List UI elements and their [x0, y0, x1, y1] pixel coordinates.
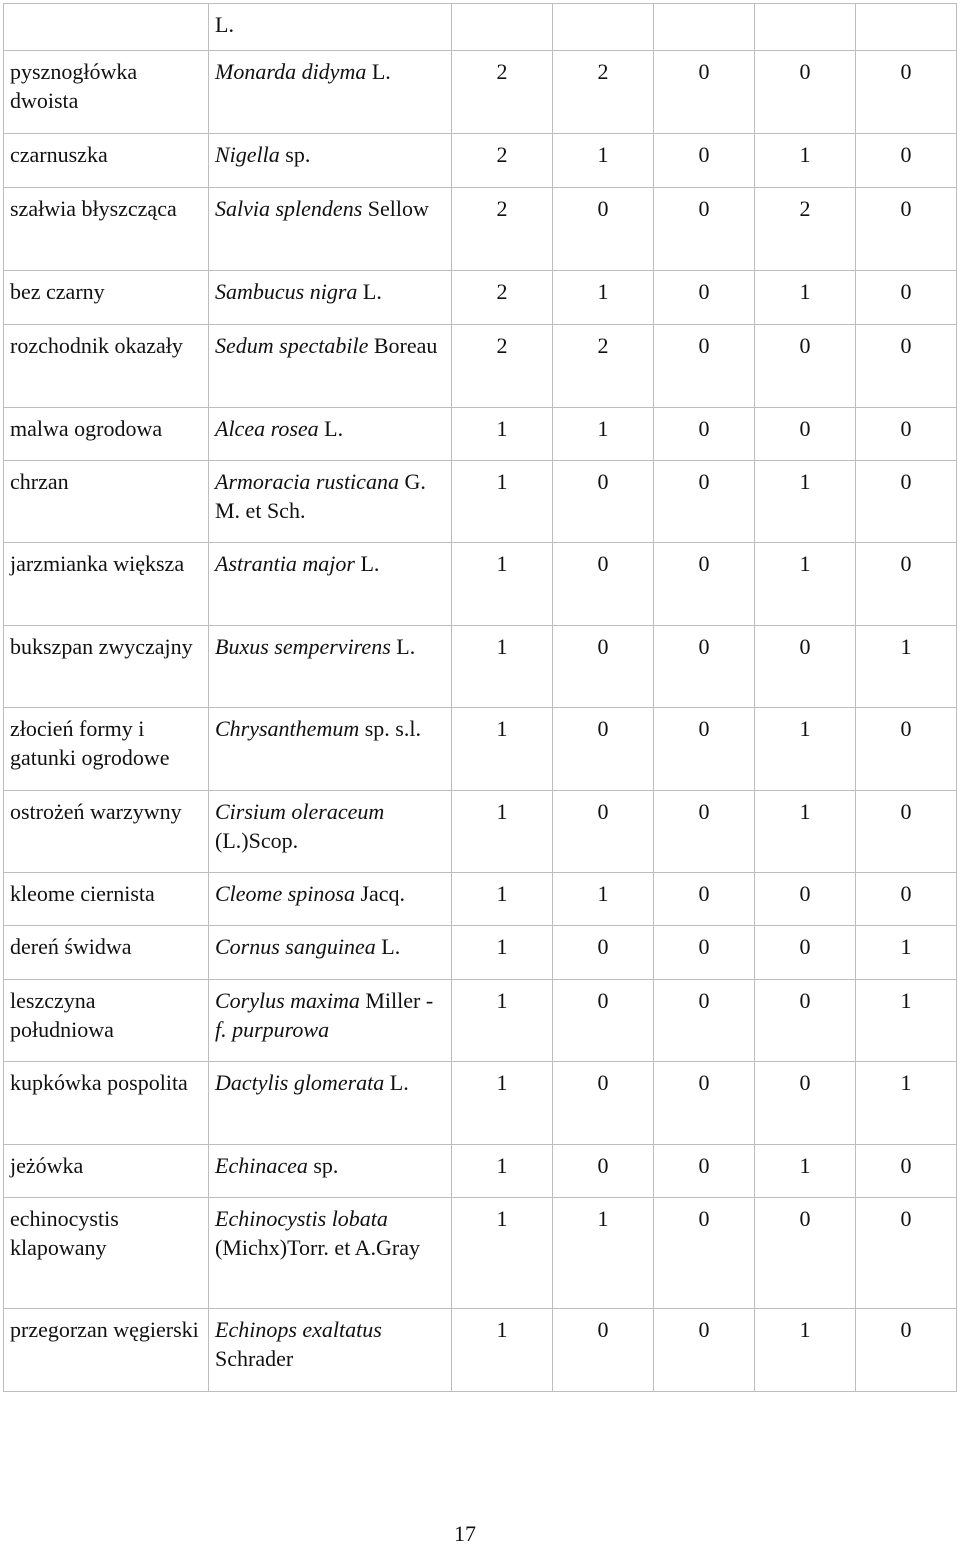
table-row [4, 980, 957, 1062]
value-cell: 1 [553, 134, 654, 188]
value-cell: 1 [553, 271, 654, 325]
value-cell: 0 [856, 791, 957, 873]
latin-name-italic: Monarda didyma [215, 59, 367, 84]
latin-name-cell [209, 325, 452, 408]
value-cell: 0 [856, 271, 957, 325]
table-row [4, 708, 957, 791]
value-cell: 0 [654, 51, 755, 134]
value-cell: 0 [755, 1198, 856, 1309]
value-cell [654, 4, 755, 51]
value-cell: 1 [755, 1145, 856, 1198]
latin-name-author: (L.)Scop. [215, 828, 299, 853]
table-row [4, 461, 957, 543]
species-table [3, 3, 957, 1392]
table-row [4, 791, 957, 873]
value-cell: 1 [452, 1062, 553, 1145]
value-cell: 0 [654, 1198, 755, 1309]
value-cell: 2 [452, 134, 553, 188]
value-cell [452, 4, 553, 51]
value-cell: 0 [856, 188, 957, 271]
value-cell: 1 [856, 1062, 957, 1145]
value-cell: 0 [553, 543, 654, 626]
latin-name-cell [209, 188, 452, 271]
value-cell [755, 4, 856, 51]
value-cell: 1 [755, 708, 856, 791]
value-cell: 0 [654, 325, 755, 408]
value-cell: 2 [553, 51, 654, 134]
table-row [4, 325, 957, 408]
latin-name-italic: Echinacea [215, 1153, 308, 1178]
latin-name-italic: Nigella [215, 142, 280, 167]
latin-name-cell [209, 271, 452, 325]
polish-name-cell: bukszpan zwyczajny [4, 626, 209, 708]
latin-name-italic: Dactylis glomerata [215, 1070, 385, 1095]
latin-name-author: sp. [307, 1153, 339, 1178]
value-cell: 1 [452, 1145, 553, 1198]
polish-name-cell: kupkówka pospolita [4, 1062, 209, 1145]
value-cell: 0 [856, 134, 957, 188]
value-cell: 0 [856, 461, 957, 543]
latin-name-cell [209, 134, 452, 188]
latin-name-cell [209, 51, 452, 134]
latin-name-italic: Sambucus nigra [215, 279, 358, 304]
value-cell: 1 [452, 543, 553, 626]
latin-name-cell [209, 543, 452, 626]
value-cell: 1 [553, 873, 654, 926]
table-row [4, 134, 957, 188]
latin-name-author: L. [354, 551, 380, 576]
polish-name-cell: szałwia błyszcząca [4, 188, 209, 271]
latin-name-cell [209, 626, 452, 708]
value-cell: 0 [654, 791, 755, 873]
value-cell: 0 [856, 1145, 957, 1198]
latin-name-author: (Michx)Torr. et A.Gray [215, 1235, 420, 1260]
value-cell: 1 [755, 543, 856, 626]
value-cell: 0 [654, 188, 755, 271]
latin-name-italic: Corylus maxima [215, 988, 360, 1013]
value-cell: 0 [654, 708, 755, 791]
value-cell: 0 [553, 708, 654, 791]
polish-name-cell: chrzan [4, 461, 209, 543]
value-cell: 1 [755, 461, 856, 543]
latin-name-italic: Echinocystis lobata [215, 1206, 388, 1231]
table-row [4, 271, 957, 325]
value-cell: 0 [553, 1309, 654, 1392]
value-cell: 0 [856, 708, 957, 791]
table-row [4, 1062, 957, 1145]
polish-name-cell: kleome ciernista [4, 873, 209, 926]
value-cell: 1 [452, 408, 553, 461]
latin-name-author: sp. [279, 142, 311, 167]
value-cell: 0 [654, 408, 755, 461]
value-cell: 0 [553, 461, 654, 543]
polish-name-cell: czarnuszka [4, 134, 209, 188]
value-cell: 0 [755, 325, 856, 408]
polish-name-cell: przegorzan węgierski [4, 1309, 209, 1392]
value-cell: 0 [654, 461, 755, 543]
value-cell: 0 [755, 1062, 856, 1145]
latin-name-italic: Echinops exaltatus [215, 1317, 382, 1342]
value-cell: 0 [755, 51, 856, 134]
polish-name-cell: złocień formy i gatunki ogrodowe [4, 708, 209, 791]
latin-name-italic: Buxus sempervirens [215, 634, 391, 659]
value-cell: 2 [452, 271, 553, 325]
latin-name-cell [209, 1062, 452, 1145]
value-cell: 0 [553, 926, 654, 980]
value-cell: 0 [856, 1198, 957, 1309]
table-row [4, 873, 957, 926]
latin-name-italic: Astrantia major [215, 551, 355, 576]
value-cell: 0 [654, 626, 755, 708]
value-cell: 2 [553, 325, 654, 408]
value-cell: 1 [755, 134, 856, 188]
value-cell: 1 [755, 1309, 856, 1392]
latin-name-cell [209, 461, 452, 543]
latin-name-italic: Cleome spinosa [215, 881, 355, 906]
value-cell: 0 [856, 51, 957, 134]
latin-name-cell [209, 1309, 452, 1392]
value-cell: 0 [856, 873, 957, 926]
latin-name-italic: Chrysanthemum [215, 716, 360, 741]
value-cell: 0 [856, 1309, 957, 1392]
page-number: 17 [454, 1521, 476, 1546]
value-cell: 0 [553, 188, 654, 271]
table-row [4, 926, 957, 980]
table-row [4, 1309, 957, 1392]
latin-name-author: sp. s.l. [359, 716, 421, 741]
latin-name-italic: Armoracia rusticana [215, 469, 399, 494]
latin-name-author: L. [390, 634, 416, 659]
value-cell: 0 [755, 873, 856, 926]
polish-name-cell: pysznogłówka dwoista [4, 51, 209, 134]
latin-name-cell [209, 791, 452, 873]
value-cell: 0 [755, 626, 856, 708]
value-cell: 1 [553, 1198, 654, 1309]
value-cell: 1 [452, 1198, 553, 1309]
value-cell [856, 4, 957, 51]
value-cell: 0 [553, 626, 654, 708]
latin-name-cell [209, 873, 452, 926]
value-cell: 0 [755, 408, 856, 461]
value-cell: 0 [856, 543, 957, 626]
value-cell: 1 [755, 791, 856, 873]
latin-name-author: L. [375, 934, 401, 959]
table-row [4, 408, 957, 461]
polish-name-cell: leszczyna południowa [4, 980, 209, 1062]
latin-name-author: Boreau [368, 333, 438, 358]
value-cell: 0 [654, 873, 755, 926]
value-cell: 0 [755, 926, 856, 980]
species-table-body [4, 4, 957, 1392]
value-cell: 1 [452, 461, 553, 543]
latin-name-cell [209, 1198, 452, 1309]
table-row [4, 188, 957, 271]
value-cell: 0 [654, 926, 755, 980]
latin-name-cell [209, 4, 452, 51]
polish-name-cell: bez czarny [4, 271, 209, 325]
value-cell: 1 [452, 791, 553, 873]
polish-name-cell: jeżówka [4, 1145, 209, 1198]
polish-name-cell: ostrożeń warzywny [4, 791, 209, 873]
latin-name-author: G. M. et Sch. [215, 469, 426, 523]
latin-name-cell [209, 980, 452, 1062]
value-cell: 1 [856, 626, 957, 708]
polish-name-cell: echinocystis klapowany [4, 1198, 209, 1309]
value-cell: 2 [452, 325, 553, 408]
table-row [4, 1145, 957, 1198]
polish-name-cell: rozchodnik okazały [4, 325, 209, 408]
latin-name-italic: Cornus sanguinea [215, 934, 376, 959]
polish-name-cell: malwa ogrodowa [4, 408, 209, 461]
value-cell: 1 [452, 1309, 553, 1392]
value-cell [553, 4, 654, 51]
latin-name-cell [209, 408, 452, 461]
value-cell: 2 [755, 188, 856, 271]
table-row [4, 51, 957, 134]
value-cell: 1 [452, 873, 553, 926]
value-cell: 1 [856, 980, 957, 1062]
table-row [4, 626, 957, 708]
latin-name-author: Jacq. [354, 881, 406, 906]
latin-name-author: L. [357, 279, 382, 304]
value-cell: 1 [452, 626, 553, 708]
table-row [4, 543, 957, 626]
latin-name-author: Schrader [215, 1346, 294, 1371]
value-cell: 0 [654, 134, 755, 188]
value-cell: 1 [452, 980, 553, 1062]
value-cell: 0 [856, 408, 957, 461]
value-cell: 1 [452, 708, 553, 791]
latin-name-italic: Salvia splendens [215, 196, 363, 221]
polish-name-cell: dereń świdwa [4, 926, 209, 980]
polish-name-cell: jarzmianka większa [4, 543, 209, 626]
value-cell: 1 [452, 926, 553, 980]
value-cell: 0 [755, 980, 856, 1062]
polish-name-cell [4, 4, 209, 51]
latin-name-author: L. [318, 416, 344, 441]
value-cell: 0 [553, 791, 654, 873]
value-cell: 2 [452, 188, 553, 271]
value-cell: 0 [654, 980, 755, 1062]
latin-name-italic: Cirsium oleraceum [215, 799, 385, 824]
latin-name-author: L. [384, 1070, 409, 1095]
value-cell: 1 [856, 926, 957, 980]
latin-name-author: L. [215, 12, 234, 37]
value-cell: 0 [654, 1145, 755, 1198]
latin-name-author: L. [366, 59, 391, 84]
latin-name-author: Sellow [362, 196, 429, 221]
value-cell: 0 [553, 1145, 654, 1198]
table-row [4, 4, 957, 51]
latin-name-cell [209, 926, 452, 980]
latin-name-italic: f. purpurowa [215, 1017, 330, 1042]
value-cell: 1 [553, 408, 654, 461]
value-cell: 0 [553, 980, 654, 1062]
value-cell: 0 [654, 271, 755, 325]
value-cell: 0 [654, 1309, 755, 1392]
value-cell: 2 [452, 51, 553, 134]
latin-name-italic: Alcea rosea [215, 416, 319, 441]
table-row [4, 1198, 957, 1309]
latin-name-cell [209, 1145, 452, 1198]
latin-name-author: Miller - [359, 988, 434, 1013]
value-cell: 0 [856, 325, 957, 408]
value-cell: 0 [553, 1062, 654, 1145]
value-cell: 1 [755, 271, 856, 325]
value-cell: 0 [654, 1062, 755, 1145]
latin-name-italic: Sedum spectabile [215, 333, 369, 358]
value-cell: 0 [654, 543, 755, 626]
latin-name-cell [209, 708, 452, 791]
